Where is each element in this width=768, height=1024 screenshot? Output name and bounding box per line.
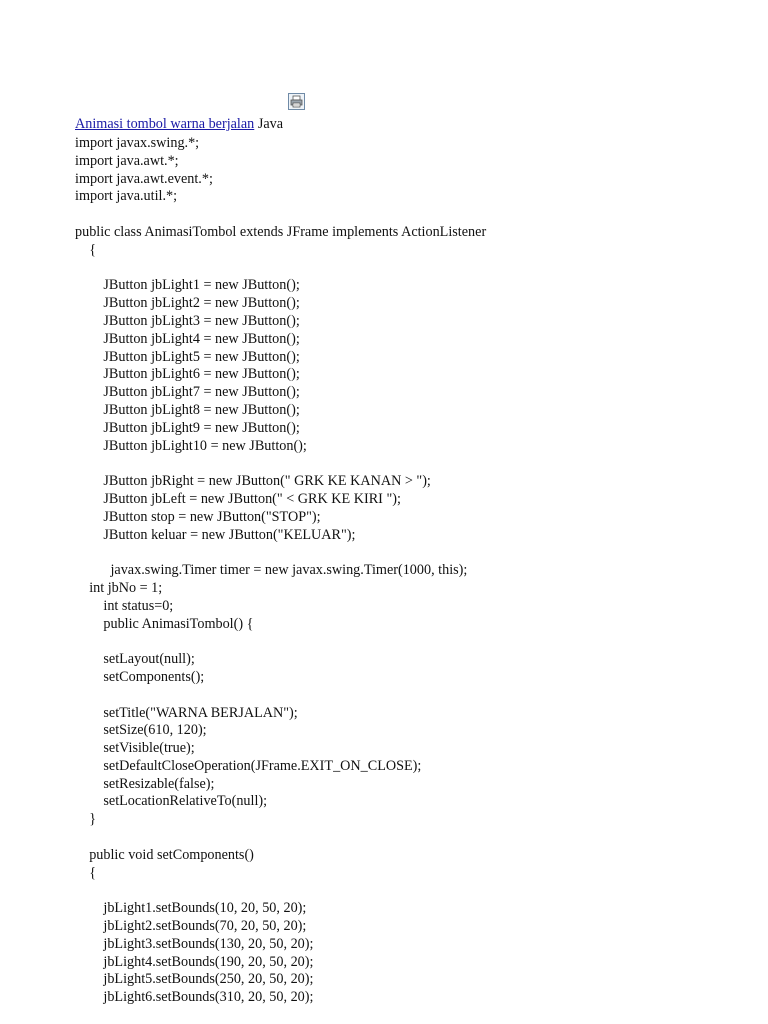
code-line: int status=0; (75, 597, 174, 614)
code-line: import javax.swing.*; (75, 135, 200, 151)
code-line: JButton stop = new JButton("STOP"); (75, 508, 321, 525)
article-title-suffix: Java (254, 116, 284, 132)
printer-icon[interactable] (288, 93, 305, 110)
code-line: javax.swing.Timer timer = new javax.swing.Timer(1000, this); (75, 562, 468, 579)
code-line: setResizable(false); (75, 775, 215, 792)
code-line (75, 544, 755, 562)
code-line: jbLight4.setBounds(190, 20, 50, 20); (75, 953, 314, 970)
code-line: jbLight5.setBounds(250, 20, 50, 20); (75, 971, 314, 988)
code-line: JButton jbLight2 = new JButton(); (75, 295, 300, 312)
printer-icon-graphic (289, 94, 304, 109)
code-line: int jbNo = 1; (75, 579, 163, 596)
code-line: JButton jbLight7 = new JButton(); (75, 384, 300, 401)
code-line: setSize(610, 120); (75, 722, 207, 739)
code-line: jbLight2.setBounds(70, 20, 50, 20); (75, 918, 307, 935)
code-line (75, 206, 755, 224)
code-line: public class AnimasiTombol extends JFrame implements ActionListener (75, 223, 487, 240)
article-title-link[interactable]: Animasi tombol warna berjalan (75, 116, 255, 132)
code-line: jbLight1.setBounds(10, 20, 50, 20); (75, 900, 307, 917)
code-block (75, 135, 755, 1007)
code-line (75, 633, 755, 651)
code-line: import java.awt.*; (75, 152, 179, 169)
article-content (75, 115, 755, 1007)
code-line: public AnimasiTombol() { (75, 615, 254, 632)
code-line: JButton jbLight4 = new JButton(); (75, 330, 300, 347)
code-line: jbLight6.setBounds(310, 20, 50, 20); (75, 989, 314, 1006)
code-line: JButton jbLight6 = new JButton(); (75, 366, 300, 383)
code-line: JButton jbLight3 = new JButton(); (75, 312, 300, 329)
code-line: JButton jbRight = new JButton(" GRK KE KANAN > "); (75, 473, 431, 490)
code-line (75, 882, 755, 900)
code-line: JButton jbLight8 = new JButton(); (75, 401, 300, 418)
code-line: JButton keluar = new JButton("KELUAR"); (75, 526, 356, 543)
code-line: JButton jbLight5 = new JButton(); (75, 348, 300, 365)
code-line: import java.util.*; (75, 188, 178, 205)
code-line: { (75, 241, 96, 258)
code-line: setTitle("WARNA BERJALAN"); (75, 704, 298, 721)
code-line (75, 687, 755, 705)
code-line: { (75, 864, 96, 881)
code-line: JButton jbLight1 = new JButton(); (75, 277, 300, 294)
code-line: setDefaultCloseOperation(JFrame.EXIT_ON_CLOSE); (75, 757, 422, 774)
code-line: public void setComponents() (75, 846, 254, 863)
code-line: JButton jbLight10 = new JButton(); (75, 437, 307, 454)
code-line: jbLight3.setBounds(130, 20, 50, 20); (75, 935, 314, 952)
code-line: setComponents(); (75, 668, 205, 685)
code-line: JButton jbLight9 = new JButton(); (75, 419, 300, 436)
code-line: setVisible(true); (75, 740, 195, 757)
code-line (75, 455, 755, 473)
code-line (75, 260, 755, 278)
code-line: JButton jbLeft = new JButton(" < GRK KE KIRI "); (75, 490, 401, 507)
code-line (75, 829, 755, 847)
code-line: setLayout(null); (75, 651, 195, 668)
code-line: } (75, 811, 96, 828)
code-line: setLocationRelativeTo(null); (75, 793, 268, 810)
article-title (75, 115, 755, 134)
code-line: import java.awt.event.*; (75, 170, 213, 187)
